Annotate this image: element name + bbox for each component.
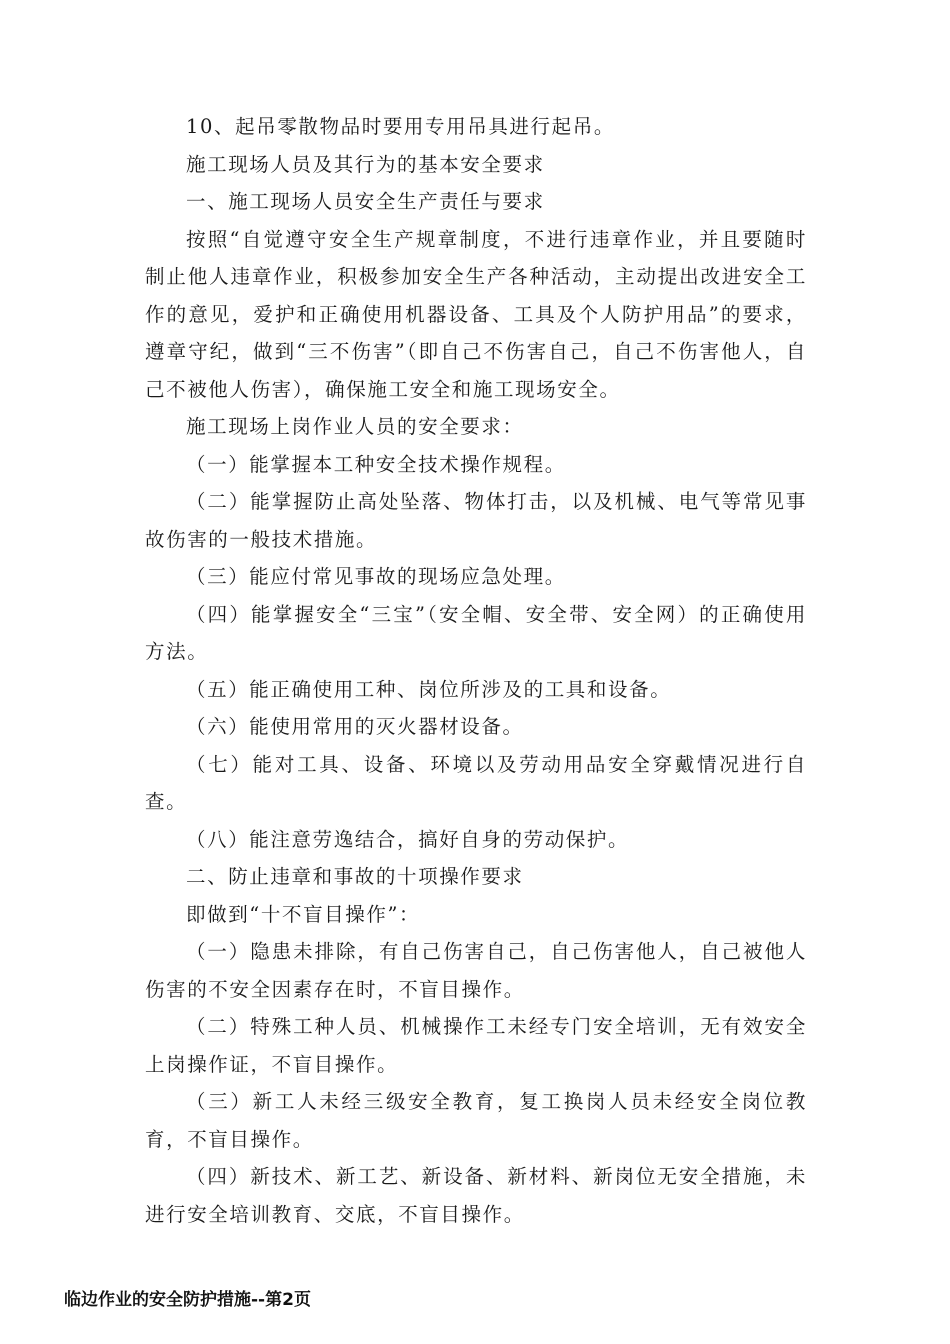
paragraph-lifting-rule: 10、起吊零散物品时要用专用吊具进行起吊。 [186,115,615,138]
list-item-requirement-5: （五）能正确使用工种、岗位所涉及的工具和设备。 [186,677,672,701]
list-item-requirement-1: （一）能掌握本工种安全技术操作规程。 [186,452,566,476]
list-item-requirement-6: （六）能使用常用的灭火器材设备。 [186,715,524,738]
page-footer: 临边作业的安全防护措施--第2页 [64,1290,311,1310]
section-heading-personnel: 施工现场人员及其行为的基本安全要求 [186,152,545,176]
document-body [145,108,807,1233]
list-item-rule-3: （三）新工人未经三级安全教育，复工换岗人员未经安全岗位教育，不盲目操作。 [145,1090,807,1151]
list-item-rule-4: （四）新技术、新工艺、新设备、新材料、新岗位无安全措施，未进行安全培训教育、交底，不盲目操作。 [145,1165,807,1226]
list-item-requirement-7: （七）能对工具、设备、环境以及劳动用品安全穿戴情况进行自查。 [145,752,807,813]
list-item-rule-1: （一）隐患未排除，有自己伤害自己，自己伤害他人，自己被他人伤害的不安全因素存在时，不盲目操作。 [145,940,807,1001]
paragraph-ten-rules-intro: 即做到“十不盲目操作”： [186,902,421,926]
list-item-rule-2: （二）特殊工种人员、机械操作工未经专门安全培训，无有效安全上岗操作证，不盲目操作。 [145,1015,807,1076]
section-heading-responsibility: 一、施工现场人员安全生产责任与要求 [186,190,545,213]
list-item-requirement-8: （八）能注意劳逸结合，搞好自身的劳动保护。 [186,827,630,851]
list-item-requirement-3: （三）能应付常见事故的现场应急处理。 [186,565,566,588]
section-heading-ten-rules: 二、防止违章和事故的十项操作要求 [186,865,524,888]
list-item-requirement-2: （二）能掌握防止高处坠落、物体打击，以及机械、电气等常见事故伤害的一般技术措施。 [145,490,807,551]
list-item-requirement-4: （四）能掌握安全“三宝”（安全帽、安全带、安全网）的正确使用方法。 [145,602,807,663]
paragraph-onsite-requirements-intro: 施工现场上岗作业人员的安全要求： [186,415,524,438]
paragraph-responsibility-body: 按照“自觉遵守安全生产规章制度，不进行违章作业，并且要随时制止他人违章作业，积极参加安全生产各种活动，主动提出改进安全工作的意见，爱护和正确使用机器设备、工具及个人防护用品”的要求，遵章守纪，做到“三不伤害”（即自己不伤害自己，自己不伤害他人，自己不被他人伤害），确保施工安全和施工现场安全。 [145,227,807,401]
